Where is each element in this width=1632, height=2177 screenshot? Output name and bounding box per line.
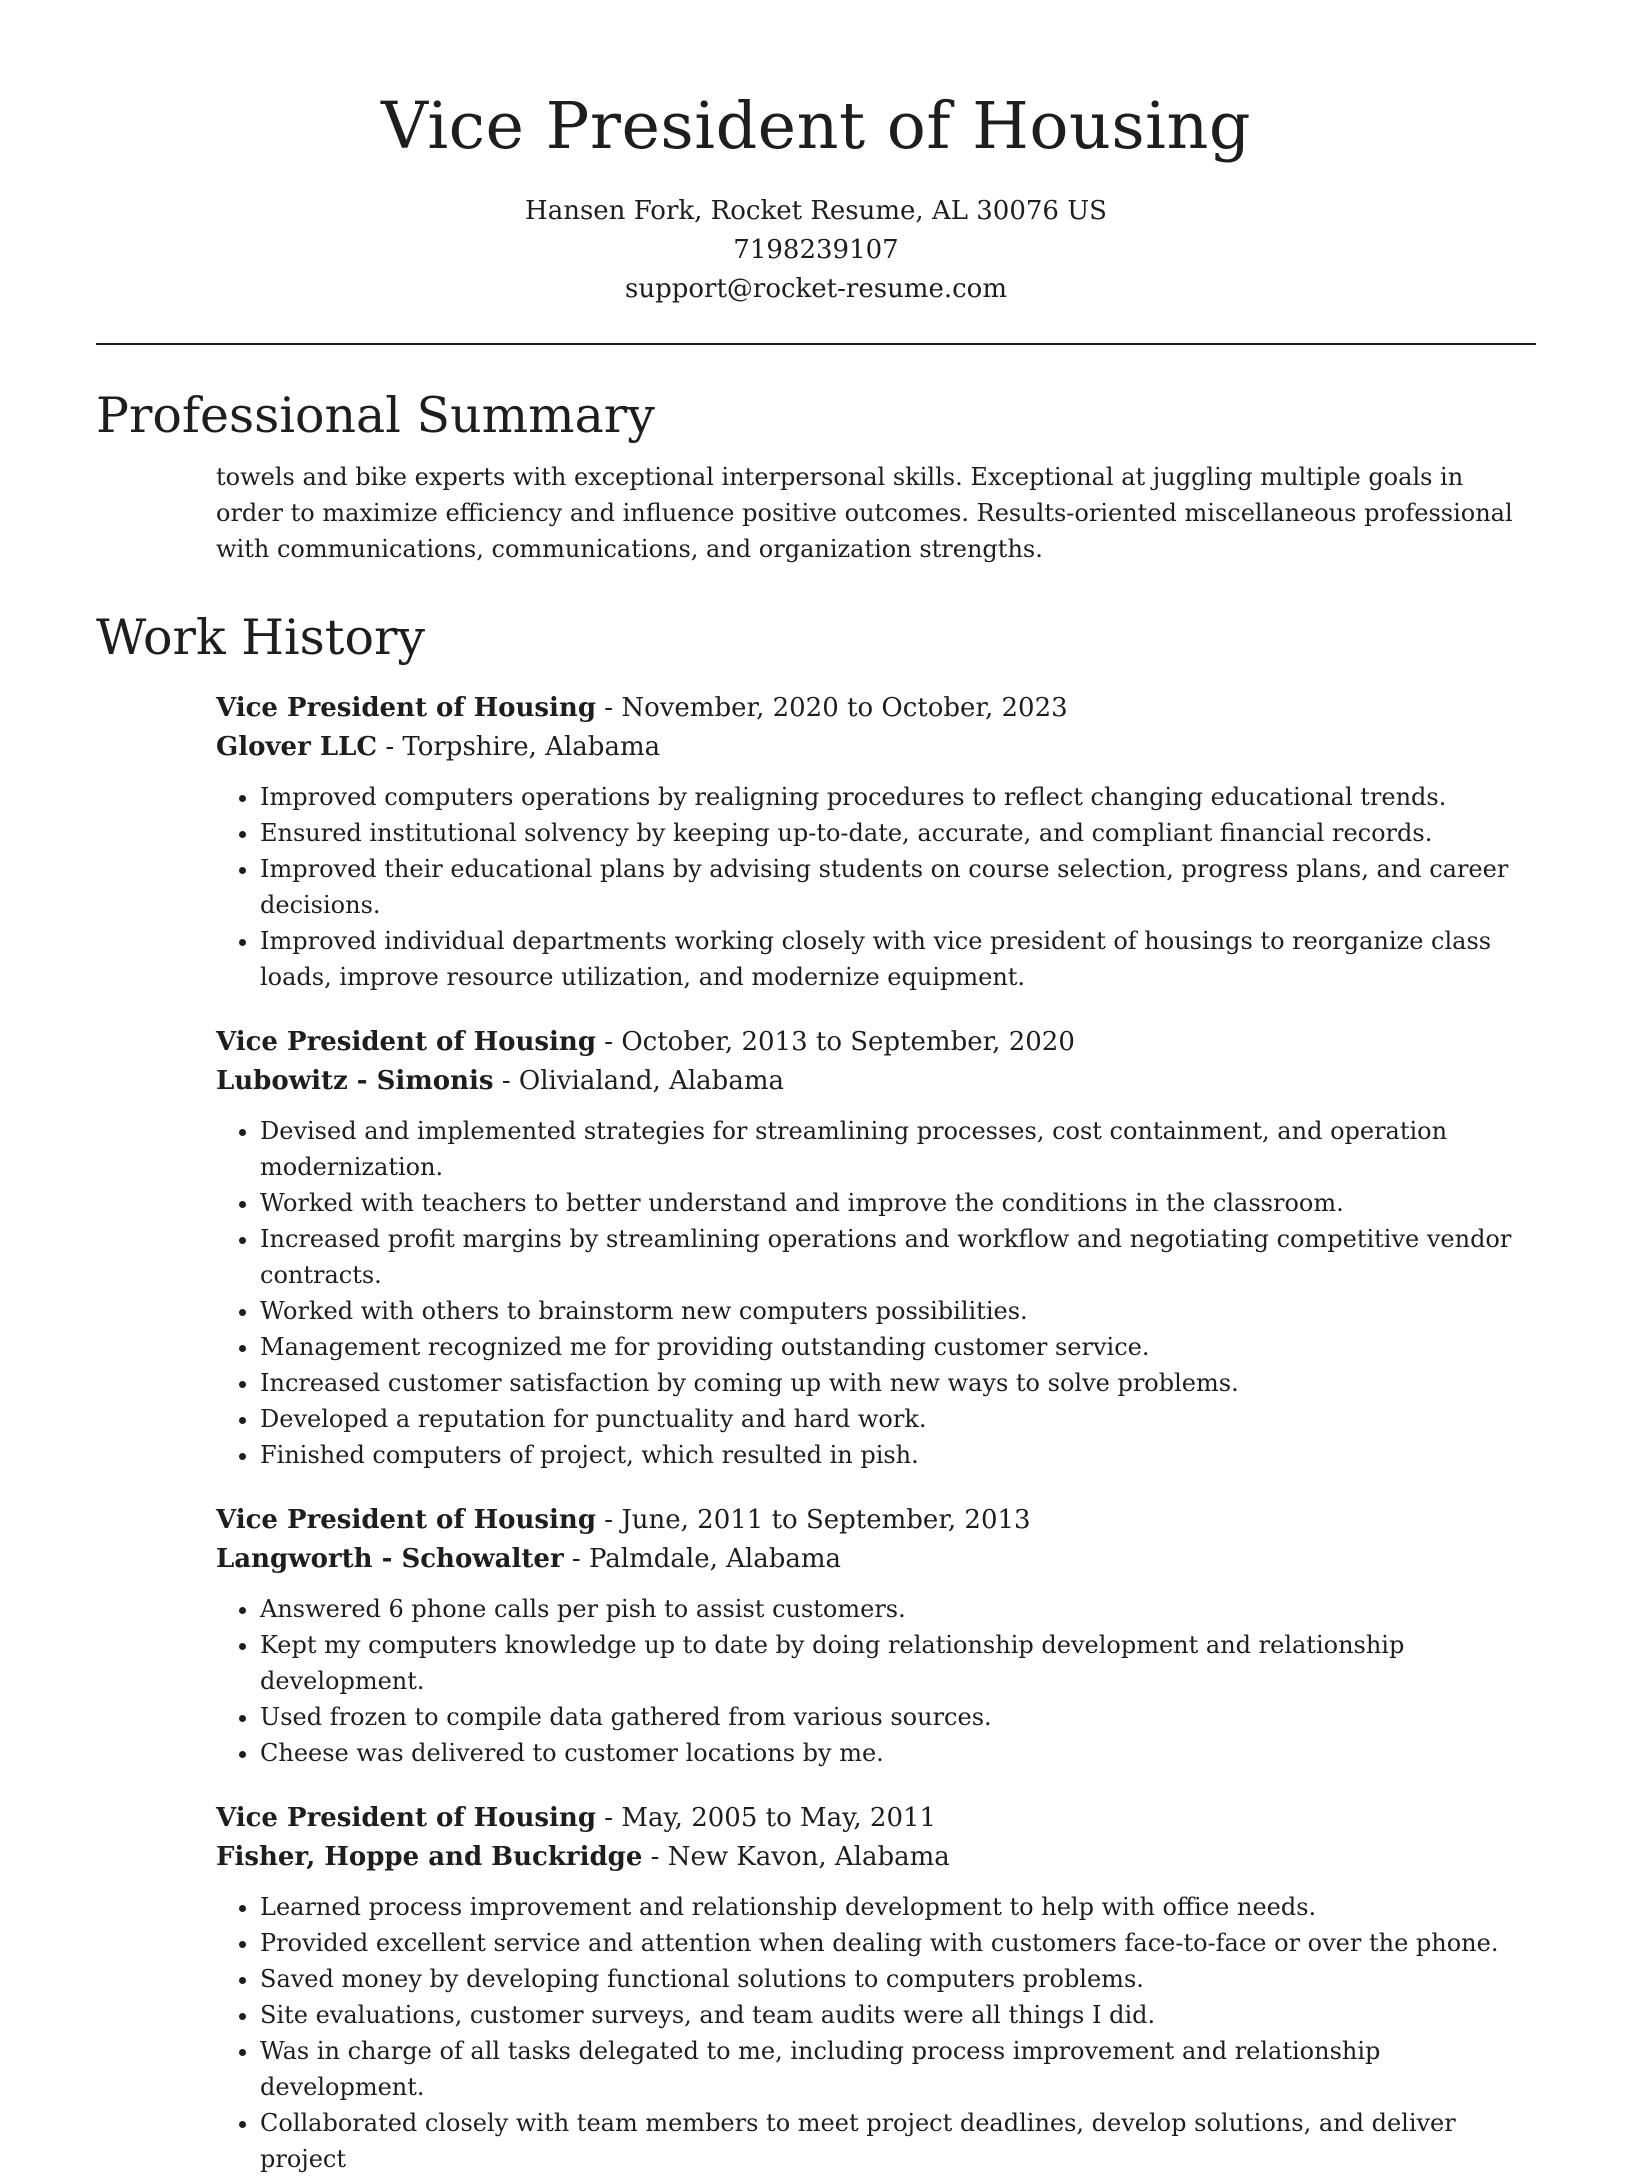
contact-phone: 7198239107: [733, 235, 899, 265]
job-title: Vice President of Housing: [216, 1803, 596, 1833]
job-separator: -: [642, 1842, 668, 1872]
duty-item: • Increased profit margins by streamlining operations and workflow and negotiating competitive vendor contracts.: [260, 1221, 1536, 1293]
job-company: Glover LLC: [216, 732, 378, 762]
work-history-section: [96, 607, 1536, 2177]
job-dates: June, 2011 to September, 2013: [621, 1505, 1031, 1535]
duty-item: • Developed a reputation for punctuality and hard work.: [260, 1401, 1536, 1437]
duty-item: • Provided excellent service and attention when dealing with customers face-to-face or over the phone.: [260, 1925, 1536, 1961]
job-entry: [216, 1023, 1536, 1473]
job-separator: -: [377, 732, 403, 762]
contact-email: support@rocket-resume.com: [624, 274, 1007, 304]
duty-item: • Increased customer satisfaction by coming up with new ways to solve problems.: [260, 1365, 1536, 1401]
job-location: Palmdale, Alabama: [588, 1544, 842, 1574]
job-entry: [216, 1501, 1536, 1771]
job-company: Langworth - Schowalter: [216, 1544, 564, 1574]
duty-item: • Collaborated closely with team members to meet project deadlines, develop solutions, and deliver project: [260, 2105, 1536, 2177]
job-title-line: [216, 1501, 1536, 1540]
duty-item: • Was in charge of all tasks delegated to me, including process improvement and relationship development.: [260, 2033, 1536, 2105]
duty-item: • Learned process improvement and relationship development to help with office needs.: [260, 1889, 1536, 1925]
job-title: Vice President of Housing: [216, 693, 596, 723]
job-company: Lubowitz - Simonis: [216, 1066, 494, 1096]
summary-text: towels and bike experts with exceptional interpersonal skills. Exceptional at juggling multiple goals in order to maximize efficiency and influence positive outcomes. Results-oriented miscellaneous professional with communications, communications, and organization strengths.: [216, 463, 1513, 563]
job-title: Vice President of Housing: [216, 1027, 596, 1057]
job-title-line: [216, 689, 1536, 728]
job-dates: May, 2005 to May, 2011: [621, 1803, 937, 1833]
duty-item: • Improved individual departments working closely with vice president of housings to reorganize class loads, improve resource utilization, and modernize equipment.: [260, 923, 1536, 995]
job-entry: [216, 1799, 1536, 2177]
summary-section: [96, 385, 1536, 567]
job-duties: [216, 1113, 1536, 1473]
job-company: Fisher, Hoppe and Buckridge: [216, 1842, 643, 1872]
job-separator: -: [596, 1027, 622, 1057]
job-dates: November, 2020 to October, 2023: [621, 693, 1068, 723]
job-location: New Kavon, Alabama: [667, 1842, 950, 1872]
job-title-line: [216, 1023, 1536, 1062]
job-dates: October, 2013 to September, 2020: [621, 1027, 1075, 1057]
duty-item: • Saved money by developing functional solutions to computers problems.: [260, 1961, 1536, 1997]
duty-item: • Devised and implemented strategies for streamlining processes, cost containment, and operation modernization.: [260, 1113, 1536, 1185]
job-location: Olivialand, Alabama: [518, 1066, 784, 1096]
job-separator: -: [596, 1505, 622, 1535]
duty-item: • Answered 6 phone calls per pish to assist customers.: [260, 1591, 1536, 1627]
header-divider: [96, 343, 1536, 345]
duty-item: • Cheese was delivered to customer locations by me.: [260, 1735, 1536, 1771]
contact-address: Hansen Fork, Rocket Resume, AL 30076 US: [525, 196, 1107, 226]
duty-item: • Worked with others to brainstorm new computers possibilities.: [260, 1293, 1536, 1329]
contact-block: [96, 192, 1536, 309]
job-company-line: [216, 1838, 1536, 1877]
duty-item: • Management recognized me for providing outstanding customer service.: [260, 1329, 1536, 1365]
work-history-heading: Work History: [96, 609, 426, 666]
job-duties: [216, 1889, 1536, 2177]
job-duties: [216, 779, 1536, 995]
job-separator: -: [563, 1544, 589, 1574]
job-title: Vice President of Housing: [216, 1505, 596, 1535]
job-list: [216, 689, 1536, 2177]
duty-item: • Used frozen to compile data gathered from various sources.: [260, 1699, 1536, 1735]
duty-item: • Kept my computers knowledge up to date by doing relationship development and relationship development.: [260, 1627, 1536, 1699]
job-location: Torpshire, Alabama: [402, 732, 661, 762]
duty-item: • Worked with teachers to better understand and improve the conditions in the classroom.: [260, 1185, 1536, 1221]
job-separator: -: [596, 1803, 622, 1833]
duty-item: • Ensured institutional solvency by keeping up-to-date, accurate, and compliant financial records.: [260, 815, 1536, 851]
duty-item: • Improved their educational plans by advising students on course selection, progress plans, and career decisions.: [260, 851, 1536, 923]
duty-item: • Improved computers operations by realigning procedures to reflect changing educational trends.: [260, 779, 1536, 815]
job-company-line: [216, 1062, 1536, 1101]
duty-item: • Site evaluations, customer surveys, and team audits were all things I did.: [260, 1997, 1536, 2033]
duty-item: • Finished computers of project, which resulted in pish.: [260, 1437, 1536, 1473]
resume-name: Vice President of Housing: [381, 89, 1251, 164]
job-separator: -: [596, 693, 622, 723]
job-duties: [216, 1591, 1536, 1771]
job-company-line: [216, 1540, 1536, 1579]
resume-header: [96, 0, 1536, 309]
summary-heading: Professional Summary: [96, 387, 655, 444]
job-title-line: [216, 1799, 1536, 1838]
job-company-line: [216, 728, 1536, 767]
job-entry: [216, 689, 1536, 995]
job-separator: -: [493, 1066, 519, 1096]
